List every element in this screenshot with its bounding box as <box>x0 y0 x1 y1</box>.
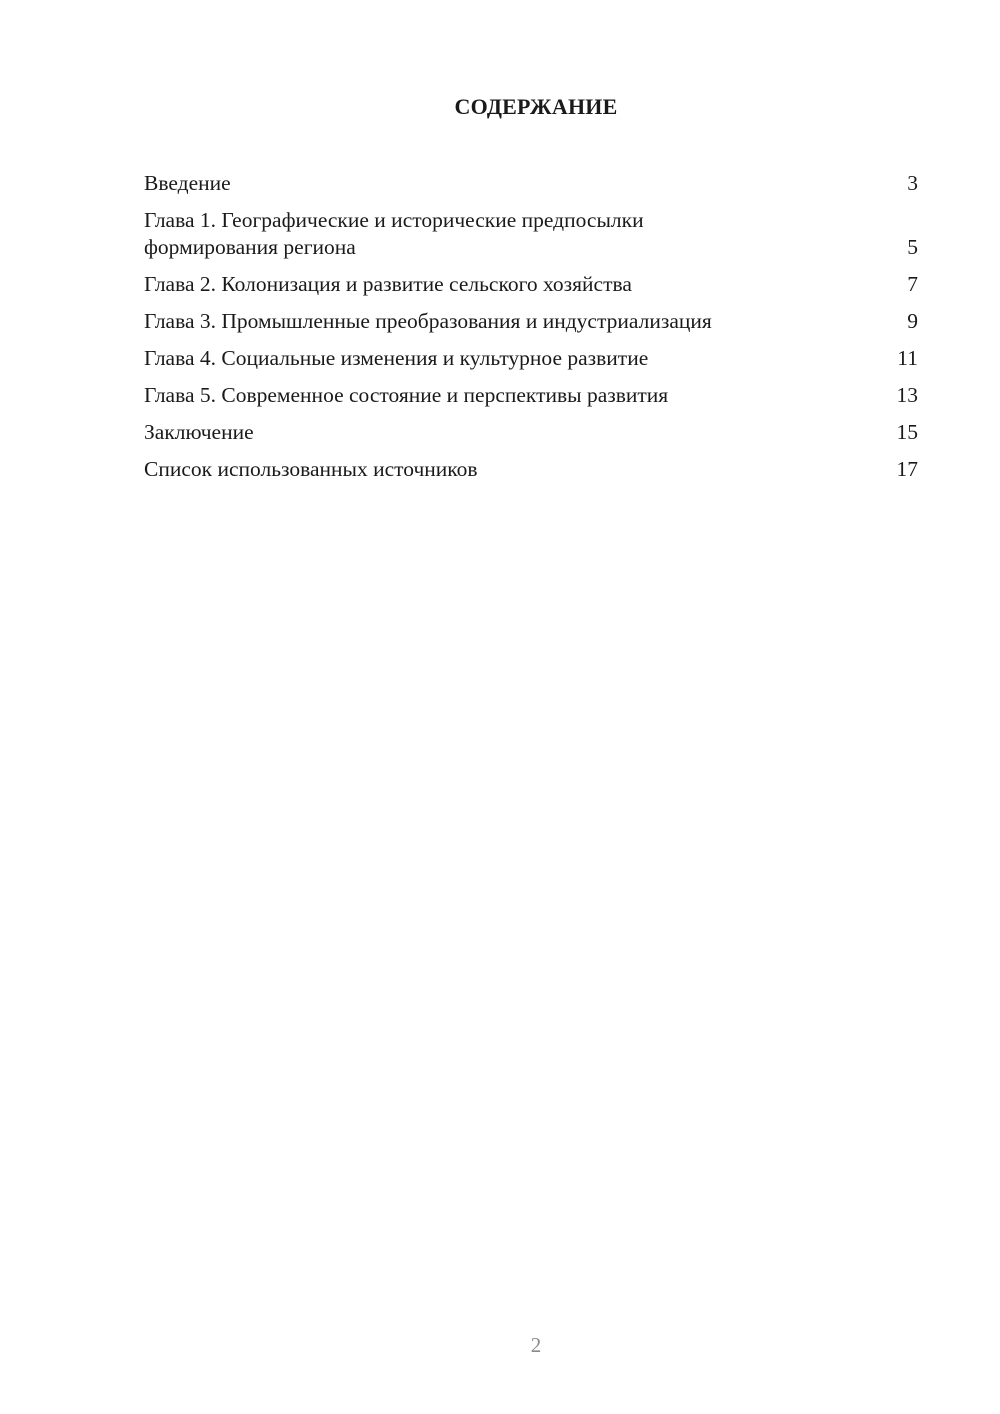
toc-item-label: Глава 4. Социальные изменения и культурное развитие <box>144 346 649 370</box>
toc-item-page: 17 <box>896 457 918 481</box>
toc-item-label: Заключение <box>144 420 254 444</box>
toc-item-conclusion <box>144 419 918 446</box>
toc-item-label: Список использованных источников <box>144 457 478 481</box>
toc-item-label: Глава 1. Географические и исторические предпосылки формирования региона <box>144 208 644 259</box>
table-of-contents <box>144 170 918 493</box>
toc-item-chapter-4 <box>144 345 918 372</box>
toc-item-chapter-1 <box>144 207 918 261</box>
toc-item-chapter-2 <box>144 271 918 298</box>
toc-item-chapter-3 <box>144 308 918 335</box>
toc-item-label: Глава 5. Современное состояние и перспективы развития <box>144 383 669 407</box>
toc-item-page: 15 <box>896 420 918 444</box>
toc-item-page: 11 <box>897 346 918 370</box>
page-number: 2 <box>530 1333 542 1357</box>
toc-item-label: Глава 2. Колонизация и развитие сельского хозяйства <box>144 272 632 296</box>
toc-item-page: 7 <box>907 272 918 296</box>
toc-item-chapter-5 <box>144 382 918 409</box>
toc-item-references <box>144 456 918 483</box>
toc-item-page: 13 <box>896 383 918 407</box>
toc-item-label: Глава 3. Промышленные преобразования и индустриализация <box>144 309 712 333</box>
toc-item-page: 3 <box>907 171 918 195</box>
toc-item-page: 5 <box>907 235 918 259</box>
page-title: СОДЕРЖАНИЕ <box>454 94 618 119</box>
toc-item-label: Введение <box>144 171 231 195</box>
toc-item-page: 9 <box>907 309 918 333</box>
toc-item-introduction <box>144 170 918 197</box>
